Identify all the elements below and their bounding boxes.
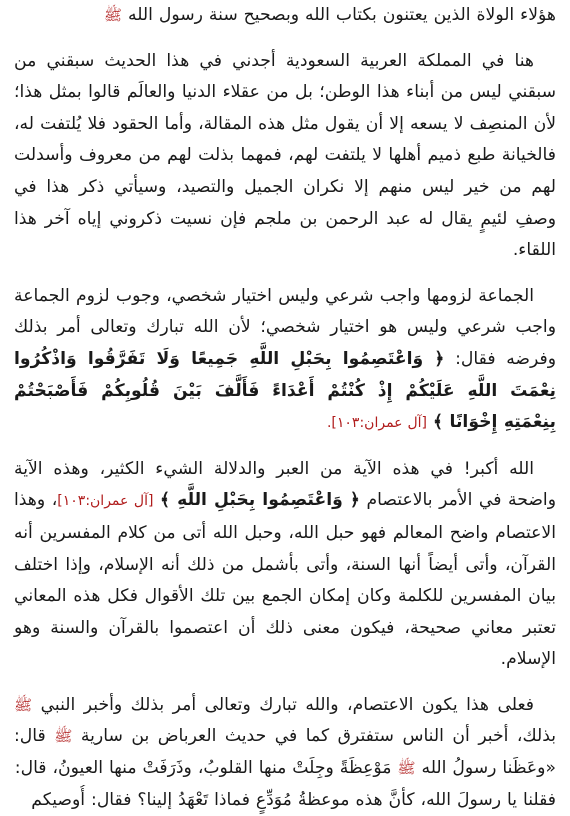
document-page bbox=[14, 0, 557, 810]
paragraph-4-cut-text: فقلنا يا رسولَ الله، كأنَّ هذه موعظةُ مُوَدِّعٍ فماذا تَعْهَدُ إلينا؟ فقال: أُوصيكم bbox=[31, 789, 556, 810]
paragraph-4-text-b: بذلك، أخبر أن الناس ستفترق كما في حديث العرباض بن سارية bbox=[80, 726, 556, 747]
honorific-glyph: ﷺ bbox=[14, 695, 33, 714]
verse-reference: [آل عمران:١٠٣]. bbox=[326, 415, 427, 432]
hadith-quote-b: مَوْعِظَةً وجِلَتْ منها القلوبُ، وذَرَفَتْ منها العيونُ، قال: bbox=[14, 758, 392, 779]
verse-reference-short: [آل عمران:١٠٣] bbox=[57, 493, 154, 510]
paragraph-4 bbox=[14, 690, 556, 785]
paragraph-4-text-c: قال: bbox=[14, 726, 46, 747]
paragraph-0 bbox=[14, 0, 556, 32]
honorific-glyph: ﷺ bbox=[397, 759, 416, 778]
quran-verse-short: ﴿ وَاعْتَصِمُوا بِحَبْلِ اللَّهِ ﴾ bbox=[160, 490, 360, 511]
paragraph-4-text-a: فعلى هذا يكون الاعتصام، والله تبارك وتعالى أمر بذلك وأخبر النبي bbox=[40, 694, 534, 715]
paragraph-0-text: هؤلاء الولاة الذين يعتنون بكتاب الله وبصحيح سنة رسول الله bbox=[128, 5, 556, 25]
paragraph-3-text-b: ، وهذا الاعتصام واضح المعالم فهو حبل الله، وحبل الله أتى من كلام المفسرين أنه القرآن، وأتى أيضاً أنها السنة، وأتى بأشمل من ذلك أنه الإسلام، وإذا اختلف بيان المفسرين للكلمة وكان إمكان الجمع بين تلك الأقوال فكل هذه المعاني تعتبر معاني صحيحة، فيكون معنى ذلك أن اعتصموا بالقرآن والسنة وهو الإسلام. bbox=[14, 490, 556, 670]
paragraph-3 bbox=[14, 454, 556, 676]
quran-verse: ﴿ وَاعْتَصِمُوا بِحَبْلِ اللَّهِ جَمِيعًا وَلَا تَفَرَّقُوا وَاذْكُرُوا نِعْمَتَ اللَّهِ عَلَيْكُمْ إِذْ كُنْتُمْ أَعْدَاءً فَأَلَّفَ بَيْنَ قُلُوبِكُمْ فَأَصْبَحْتُمْ بِنِعْمَتِهِ إِخْوَانًا ﴾ bbox=[14, 348, 556, 433]
hadith-quote-a: «وعَظَنا رسولُ الله bbox=[421, 758, 556, 779]
paragraph-1 bbox=[14, 46, 556, 267]
paragraph-2 bbox=[14, 281, 556, 440]
paragraph-3-text-a: الله أكبر! في هذه الآية من العبر والدلالة الشيء الكثير، وهذه الآية واضحة في الأمر بالاعتصام bbox=[14, 458, 556, 511]
paragraph-2-text: الجماعة لزومها واجب شرعي وليس اختيار شخصي، وجوب لزوم الجماعة واجب شرعي وليس هو اختيار شخصي؛ لأن الله تبارك وتعالى أمر بذلك وفرضه فقال: bbox=[14, 285, 557, 369]
honorific-glyph-small: ﷺ bbox=[54, 727, 73, 746]
paragraph-1-text: هنا في المملكة العربية السعودية أجدني في هذا الحديث سبقني من سبقني ليس من أبناء هذا الوطن؛ بل من عقلاء الدنيا والعالَم قالوا بمثل هذا؛ لأن المنصِف لا يسعه إلا أن يقول مثل هذه المقالة، وأما الحقود فلا يُلتفت له، فالخيانة طبع ذميم أهلها لا يلتفت لهم، فمهما بذلت لهم من معروف وأسدلت لهم من خير ليس منهم إلا نكران الجميل والتصيد، وسيأتي ذكر هذا في وصفِ لئيمٍ يقال له عبد الرحمن بن ملجم فإن نسيت ذكروني إياه آخر هذا اللقاء. bbox=[14, 50, 556, 261]
paragraph-4-cut-line bbox=[14, 785, 556, 816]
honorific-glyph: ﷺ bbox=[103, 6, 123, 24]
